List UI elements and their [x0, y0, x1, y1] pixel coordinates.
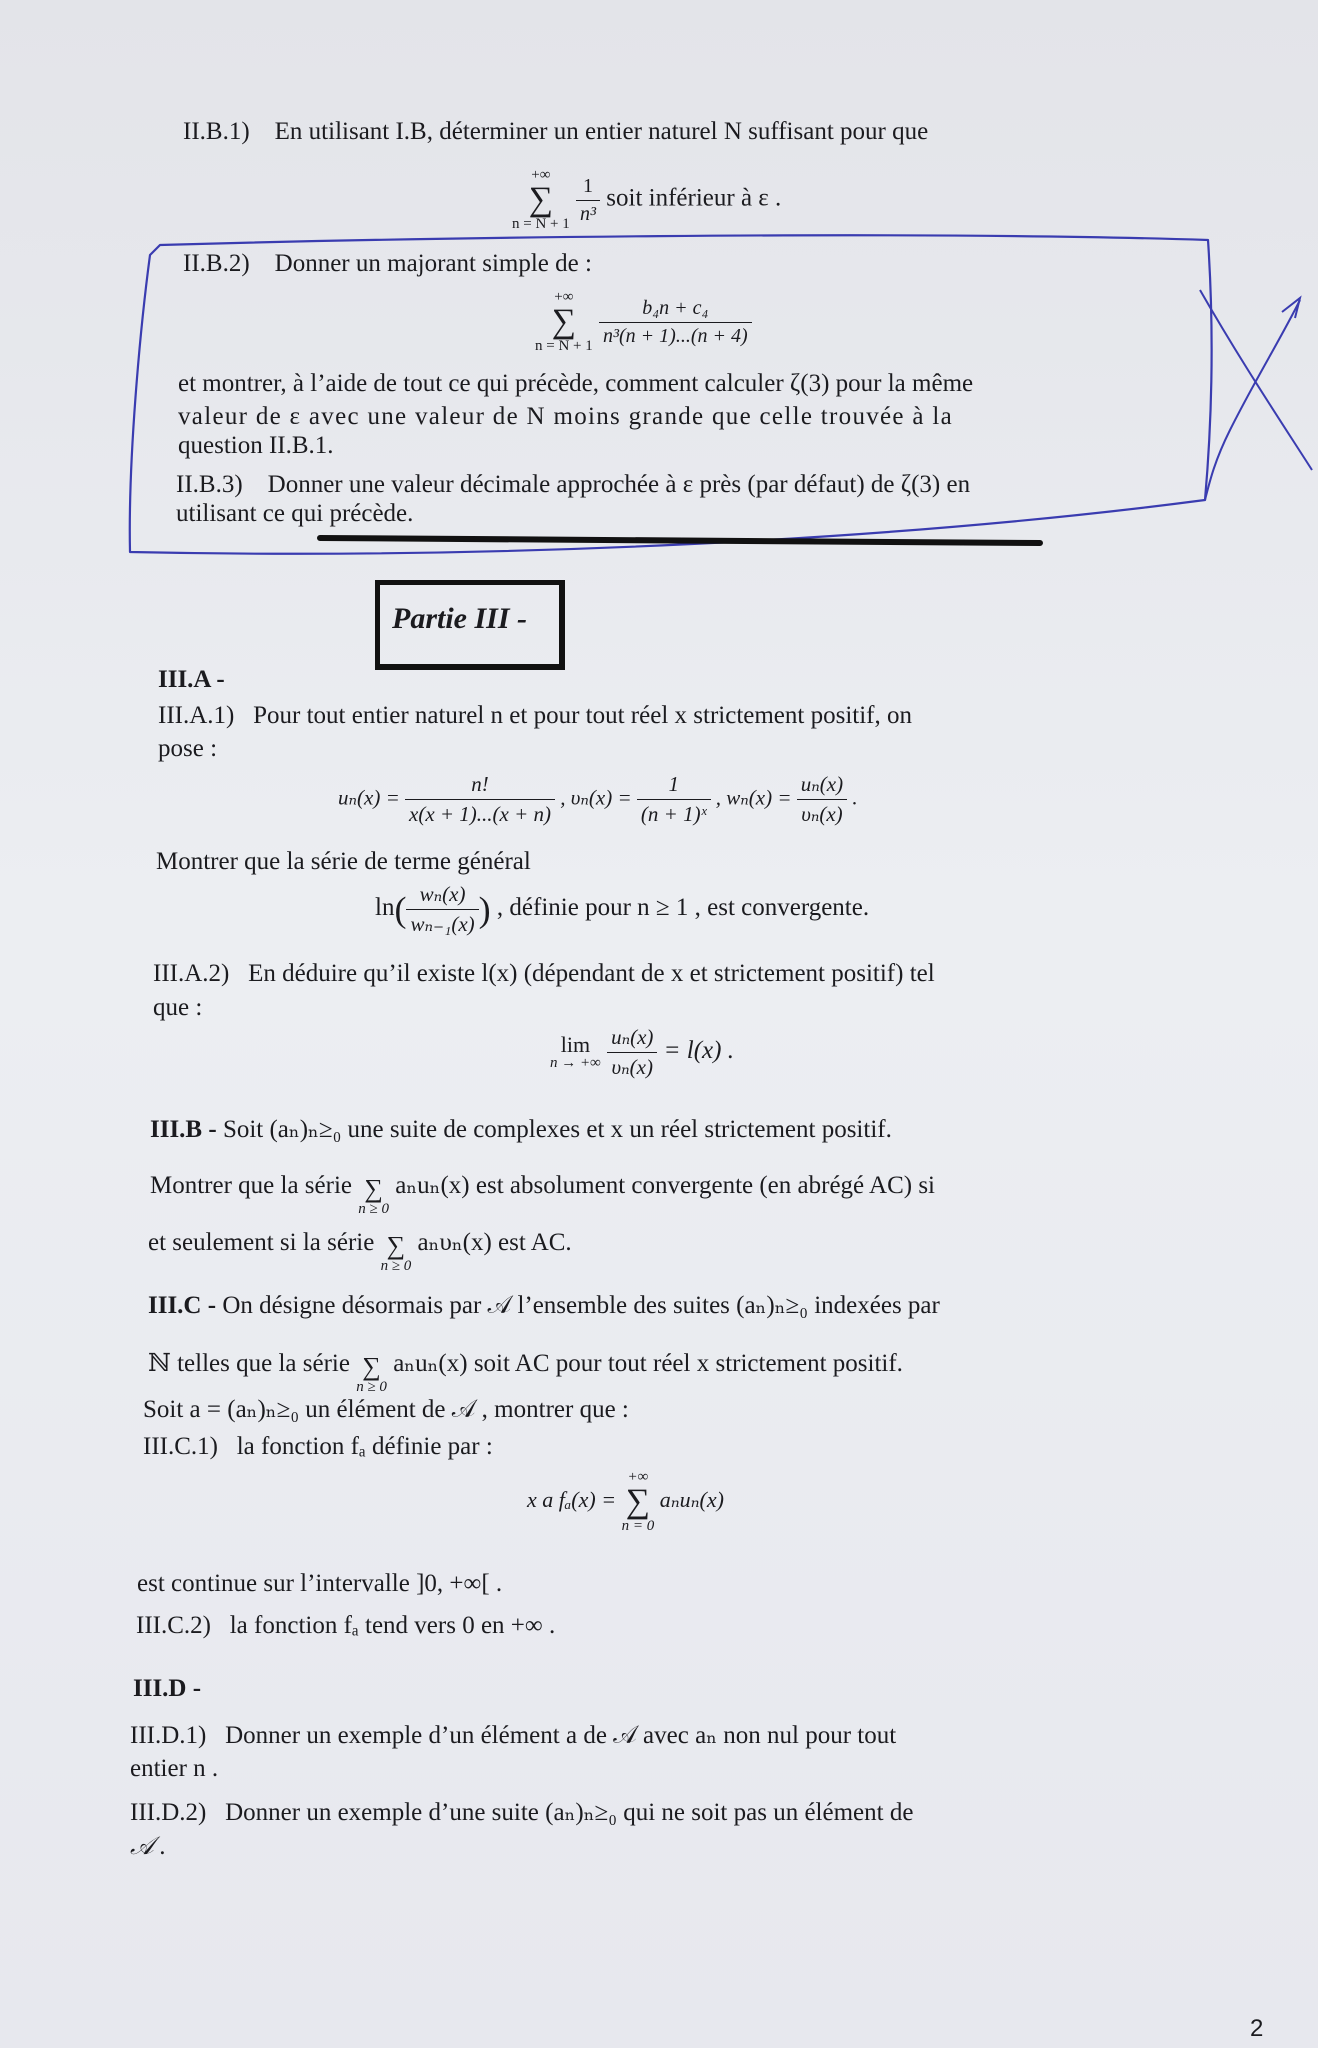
iiia-show: Montrer que la série de terme général: [156, 848, 531, 875]
u-lhs: uₙ(x) =: [338, 785, 400, 810]
iiic1-line: [143, 1433, 493, 1461]
iiid2-line1: [130, 1797, 913, 1827]
iib2-line3: question II.B.1.: [178, 432, 334, 459]
fa-formula: [527, 1470, 724, 1534]
fa-rhs: aₙuₙ(x): [659, 1487, 724, 1513]
iiib-sum-2: ∑ n ≥ 0: [380, 1231, 412, 1274]
iiia1-line1: [158, 702, 912, 730]
iib2-line1: et montrer, à l’aide de tout ce qui précède, comment calculer ζ(3) pour la même: [178, 370, 974, 397]
iib2-text: Donner un majorant simple de :: [274, 250, 592, 277]
iiic-line3: Soit a = (aₙ)ₙ≥₀ un élément de 𝒜 , montrer que :: [143, 1396, 629, 1423]
lim-block: lim n → +∞: [550, 1032, 601, 1071]
page-number: 2: [1250, 2015, 1264, 2042]
iiic1-label: III.C.1): [143, 1433, 218, 1460]
iib1-fraction: $\frac{1}{\text{n³}}$: [576, 175, 600, 226]
iiib-line1: [150, 1114, 892, 1144]
iib2-line2: valeur de ε avec une valeur de N moins grande que celle trouvée à la: [178, 403, 953, 430]
iiid1-line2: entier n .: [130, 1755, 219, 1782]
iiia2-text: En déduire qu’il existe l(x) (dépendant de x et strictement positif) tel: [248, 960, 935, 987]
iiid1-line1: [130, 1720, 896, 1750]
iiia1-label: III.A.1): [158, 702, 235, 729]
iiic-line1: [148, 1290, 940, 1320]
iib1-line: [183, 118, 928, 146]
iiia1-text: Pour tout entier naturel n et pour tout réel x strictement positif, on: [253, 702, 912, 729]
w-lhs: , wₙ(x) =: [715, 785, 792, 810]
ln-fraction: $\frac{\text{wₙ(x)}}{\text{wₙ₋₁(x)}}$: [406, 882, 478, 937]
iiib-line3: et seulement si la série ∑ n ≥ 0 aₙυₙ(x) est AC.: [148, 1229, 572, 1274]
iiib-sum-1: ∑ n ≥ 0: [358, 1174, 389, 1217]
iiic-sum: ∑ n ≥ 0: [356, 1352, 387, 1395]
iiib-heading: III.B -: [150, 1116, 223, 1143]
iib3-text: Donner une valeur décimale approchée à ε près (par défaut) de ζ(3) en: [267, 471, 971, 498]
fa-sum: +∞ ∑ n = 0: [621, 1469, 655, 1534]
lim-rhs: = l(x) .: [663, 1037, 734, 1065]
iib2-line: [183, 250, 592, 278]
iiia2-label: III.A.2): [153, 960, 230, 987]
ln-after: , définie pour n ≥ 1 , est convergente.: [496, 894, 870, 922]
iiic2-label: III.C.2): [136, 1612, 211, 1639]
iiic-heading: III.C -: [148, 1292, 223, 1319]
ln-label: ln: [375, 894, 395, 922]
v-lhs: , υₙ(x) =: [560, 785, 632, 810]
iiia2-line1: [153, 960, 935, 988]
lim-fraction: $\frac{\text{uₙ(x)}}{\text{υₙ(x)}}$: [607, 1025, 657, 1080]
iib3-label: II.B.3): [176, 471, 243, 498]
partie-title: Partie III -: [392, 602, 527, 635]
fa-lhs: x a fₐ(x) =: [527, 1487, 617, 1513]
iib3-line1: [176, 471, 970, 499]
iiid2-label: III.D.2): [130, 1799, 207, 1826]
iib3-line2: utilisant ce qui précède.: [176, 500, 414, 527]
iib1-sum: +∞ ∑ n = N + 1: [512, 167, 570, 232]
iib1-label: II.B.1): [183, 118, 250, 145]
v-fraction: $\frac{1}{\text{(n + 1)ˣ}}$: [637, 772, 711, 827]
iiic2-text: la fonction fₐ tend vers 0 en +∞ .: [229, 1612, 556, 1639]
iib1-formula: [512, 168, 781, 232]
iiic-line2: ℕ telles que la série ∑ n ≥ 0 aₙuₙ(x) soit AC pour tout réel x strictement positif.: [148, 1350, 903, 1395]
ln-formula: ln( $\frac{\text{wₙ(x)}}{\text{wₙ₋₁(x)}}$ ) , définie pour n ≥ 1 , est convergente.: [375, 882, 870, 936]
iib1-text: En utilisant I.B, déterminer un entier naturel N suffisant pour que: [274, 118, 929, 145]
u-fraction: $\frac{n!}{x(x + 1)...(x + n)}$: [405, 772, 555, 827]
iiia1-line2: pose :: [158, 735, 218, 762]
pen-cross-2: [1205, 300, 1300, 500]
underline-bar: [320, 538, 1040, 543]
iib2-fraction: $\frac{\text{b₄n + c₄}}{\text{n³(n + 1)...(n + 4)}}$: [599, 297, 752, 348]
iiid2-text: Donner un exemple d’une suite (aₙ)ₙ≥₀ qui ne soit pas un élément de: [225, 1799, 914, 1826]
iiib-line2: Montrer que la série ∑ n ≥ 0 aₙuₙ(x) est absolument convergente (en abrégé AC) si: [150, 1172, 935, 1217]
iiia-heading: III.A -: [158, 666, 225, 693]
def-u-v-w: uₙ(x) = $\frac{n!}{x(x + 1)...(x + n)}$ , υₙ(x) = $\frac{1}{\text{(n + 1)ˣ}}$ , wₙ(x) = $\frac{\text{uₙ(x)}}{\text{υₙ(x)}}$ .: [338, 772, 858, 826]
iiid-heading: III.D -: [133, 1675, 202, 1702]
iib2-formula: [535, 290, 752, 354]
iib1-after: soit inférieur à ε .: [606, 184, 782, 212]
pen-cross-tick: [1282, 298, 1300, 318]
iiid1-text: Donner un exemple d’un élément a de 𝒜 avec aₙ non nul pour tout: [225, 1722, 897, 1749]
iib2-label: II.B.2): [183, 250, 250, 277]
lim-formula: [550, 1025, 734, 1080]
iiib-text: Soit (aₙ)ₙ≥₀ une suite de complexes et x un réel strictement positif.: [222, 1116, 892, 1143]
iib2-sum: +∞ ∑ n = N + 1: [535, 289, 593, 354]
w-fraction: $\frac{\text{uₙ(x)}}{\text{υₙ(x)}}$: [797, 772, 847, 827]
iiia2-line2: que :: [153, 994, 203, 1021]
iiic-text: On désigne désormais par 𝒜 l’ensemble des suites (aₙ)ₙ≥₀ indexées par: [222, 1292, 940, 1319]
iiid2-line2: 𝒜 .: [130, 1833, 167, 1860]
iiic2-line: [136, 1612, 555, 1640]
iiid1-label: III.D.1): [130, 1722, 207, 1749]
iiic-cont: est continue sur l’intervalle ]0, +∞[ .: [137, 1570, 503, 1597]
iiic1-text: la fonction fₐ définie par :: [236, 1433, 493, 1460]
